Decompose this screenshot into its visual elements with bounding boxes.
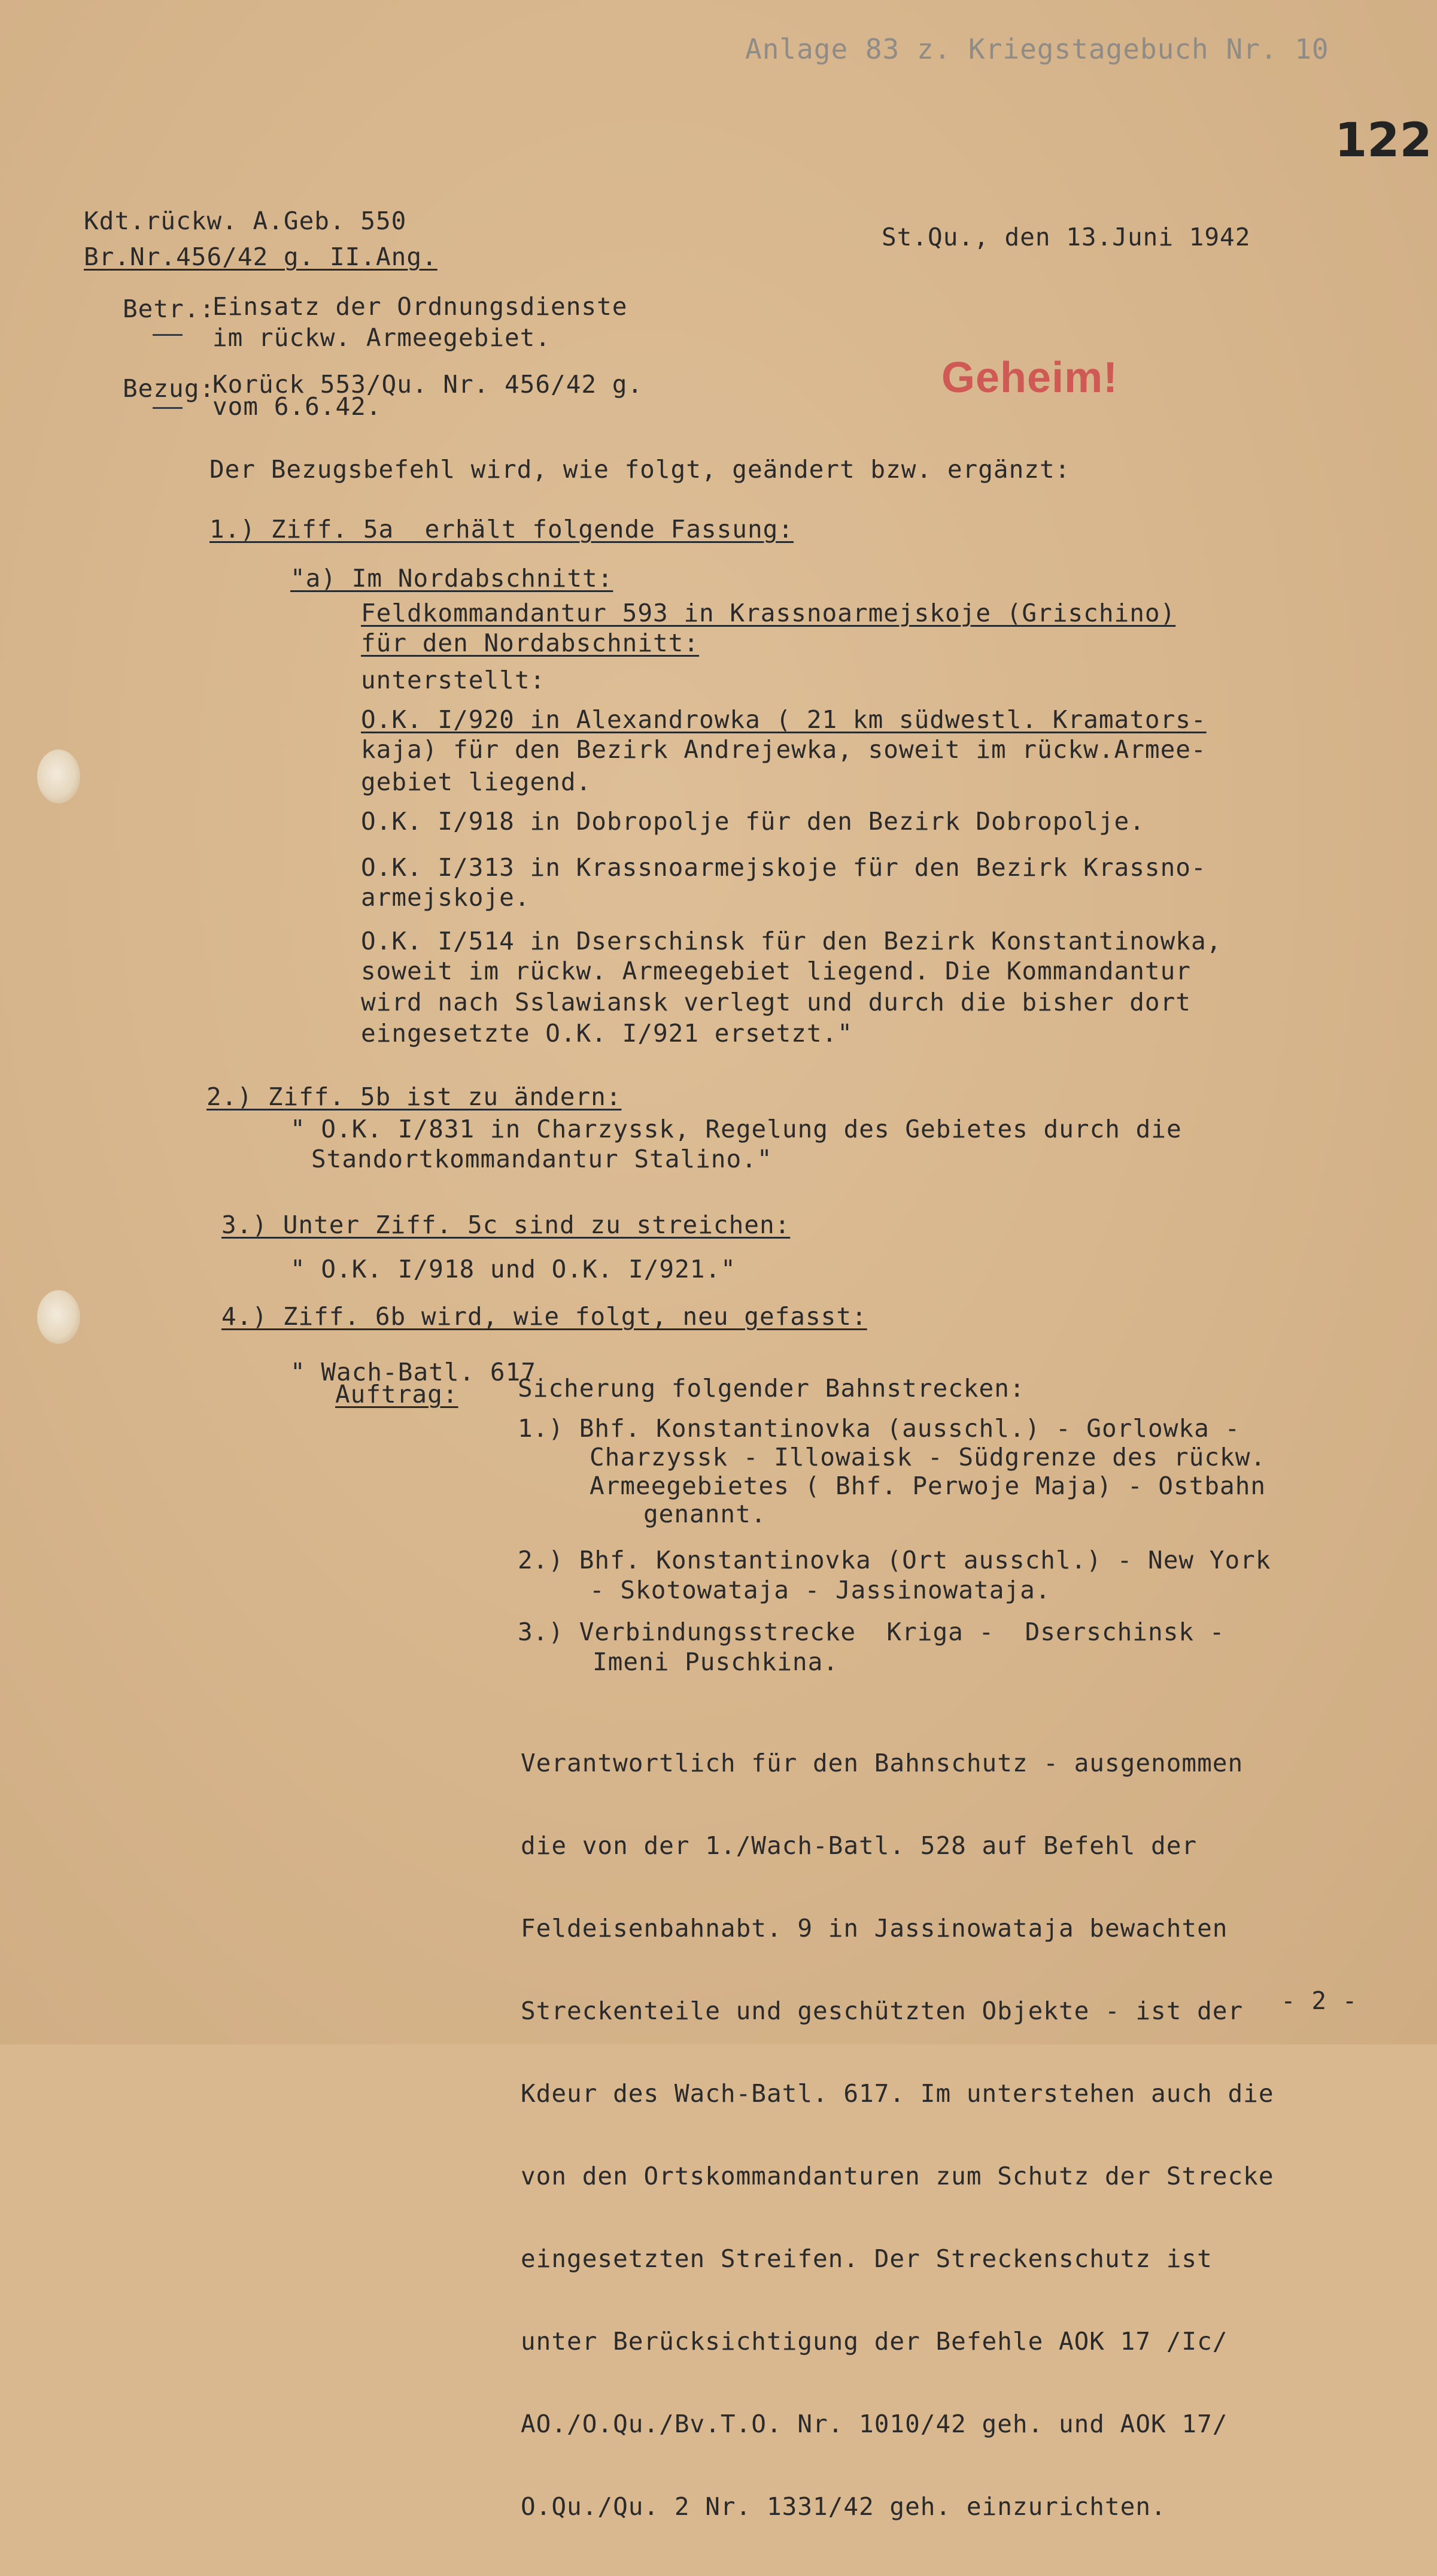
responsibility-line: unter Berücksichtigung der Befehle AOK 17 /Ic/	[521, 2327, 1228, 2356]
subject-line-1: Einsatz der Ordnungsdienste	[212, 292, 628, 321]
route-1-line-4: genannt.	[643, 1500, 767, 1528]
ok-1-line-3: gebiet liegend.	[361, 767, 592, 796]
section-1-subheading: "a) Im Nordabschnitt:	[290, 564, 613, 593]
responsibility-line: O.Qu./Qu. 2 Nr. 1331/42 geh. einzurichten.	[521, 2492, 1166, 2521]
ok-1-line-2: kaja) für den Bezirk Andrejewka, soweit im rückw.Armee-	[361, 735, 1207, 764]
continuation-mark: - 2 -	[1281, 1986, 1358, 2015]
route-2-line-2: - Skotowataja - Jassinowataja.	[590, 1576, 1051, 1604]
ok-4-line-3: wird nach Sslawiansk verlegt und durch die bisher dort	[361, 988, 1191, 1017]
reference-line-1: Korück 553/Qu. Nr. 456/42 g.	[212, 370, 643, 399]
responsibility-line: von den Ortskommandanturen zum Schutz der Strecke	[521, 2162, 1274, 2190]
margin-dash	[153, 334, 183, 336]
secret-stamp: Geheim!	[941, 354, 1119, 402]
responsibility-line: Kdeur des Wach-Batl. 617. Im unterstehen auch die	[521, 2079, 1274, 2108]
sender-line-1: Kdt.rückw. A.Geb. 550	[84, 207, 407, 235]
archive-note: Anlage 83 z. Kriegstagebuch Nr. 10	[745, 33, 1329, 65]
section-3-heading: 3.) Unter Ziff. 5c sind zu streichen:	[221, 1210, 791, 1239]
subject-label: Betr.:	[123, 295, 215, 323]
margin-dash	[153, 407, 183, 409]
ok-2: O.K. I/918 in Dobropolje für den Bezirk Dobropolje.	[361, 807, 1145, 836]
section-2-heading: 2.) Ziff. 5b ist zu ändern:	[206, 1082, 622, 1111]
ok-3-line-1: O.K. I/313 in Krassnoarmejskoje für den Bezirk Krassno-	[361, 853, 1207, 882]
responsibility-paragraph	[521, 1694, 1274, 2575]
section-4-heading: 4.) Ziff. 6b wird, wie folgt, neu gefasst:	[221, 1302, 867, 1331]
ok-4-line-4: eingesetzte O.K. I/921 ersetzt."	[361, 1019, 853, 1048]
intro-line: Der Bezugsbefehl wird, wie folgt, geändert bzw. ergänzt:	[209, 455, 1071, 484]
section-2-line-2: Standortkommandantur Stalino."	[311, 1145, 773, 1173]
responsibility-line: Verantwortlich für den Bahnschutz - ausgenommen	[521, 1749, 1244, 1777]
fk-line-1: Feldkommandantur 593 in Krassnoarmejskoje (Grischino)	[361, 599, 1176, 627]
responsibility-line: Streckenteile und geschützten Objekte - ist der	[521, 1997, 1244, 2025]
fk-line-2: für den Nordabschnitt:	[361, 629, 700, 657]
reference-label: Bezug:	[123, 374, 215, 403]
task-label: Auftrag:	[335, 1380, 458, 1409]
sender-line-2: Br.Nr.456/42 g. II.Ang.	[84, 242, 438, 271]
fk-line-3: unterstellt:	[361, 666, 546, 694]
section-3-line-1: " O.K. I/918 und O.K. I/921."	[290, 1255, 736, 1284]
ok-1-line-1: O.K. I/920 in Alexandrowka ( 21 km südwestl. Kramators-	[361, 705, 1207, 734]
route-1-line-3: Armeegebietes ( Bhf. Perwoje Maja) - Ostbahn	[590, 1471, 1266, 1500]
route-1-line-1: 1.) Bhf. Konstantinovka (ausschl.) - Gorlowka -	[518, 1414, 1241, 1443]
section-2-line-1: " O.K. I/831 in Charzyssk, Regelung des Gebietes durch die	[290, 1115, 1182, 1143]
page-number: 122	[1335, 114, 1432, 168]
subject-line-2: im rückw. Armeegebiet.	[212, 323, 551, 352]
ok-4-line-1: O.K. I/514 in Dserschinsk für den Bezirk Konstantinowka,	[361, 927, 1222, 955]
route-3-line-2: Imeni Puschkina.	[593, 1647, 838, 1676]
route-3-line-1: 3.) Verbindungsstrecke Kriga - Dserschinsk -	[518, 1618, 1225, 1646]
route-2-line-1: 2.) Bhf. Konstantinovka (Ort ausschl.) - New York	[518, 1546, 1271, 1574]
ok-4-line-2: soweit im rückw. Armeegebiet liegend. Die Kommandantur	[361, 957, 1191, 985]
punch-hole	[37, 1290, 80, 1344]
responsibility-line: Feldeisenbahnabt. 9 in Jassinowataja bewachten	[521, 1914, 1228, 1943]
unit-line: " Wach-Batl. 617	[290, 1358, 536, 1386]
ok-3-line-2: armejskoje.	[361, 883, 530, 912]
task-text: Sicherung folgender Bahnstrecken:	[518, 1374, 1025, 1403]
reference-line-2: vom 6.6.42.	[212, 392, 382, 421]
punch-hole	[37, 750, 80, 803]
responsibility-line: die von der 1./Wach-Batl. 528 auf Befehl der	[521, 1831, 1198, 1860]
section-1-heading: 1.) Ziff. 5a erhält folgende Fassung:	[209, 515, 794, 544]
route-1-line-2: Charzyssk - Illowaisk - Südgrenze des rückw.	[590, 1443, 1266, 1471]
responsibility-line: AO./O.Qu./Bv.T.O. Nr. 1010/42 geh. und AOK 17/	[521, 2410, 1228, 2438]
responsibility-line: eingesetzten Streifen. Der Streckenschutz ist	[521, 2244, 1213, 2273]
place-date: St.Qu., den 13.Juni 1942	[882, 223, 1251, 251]
